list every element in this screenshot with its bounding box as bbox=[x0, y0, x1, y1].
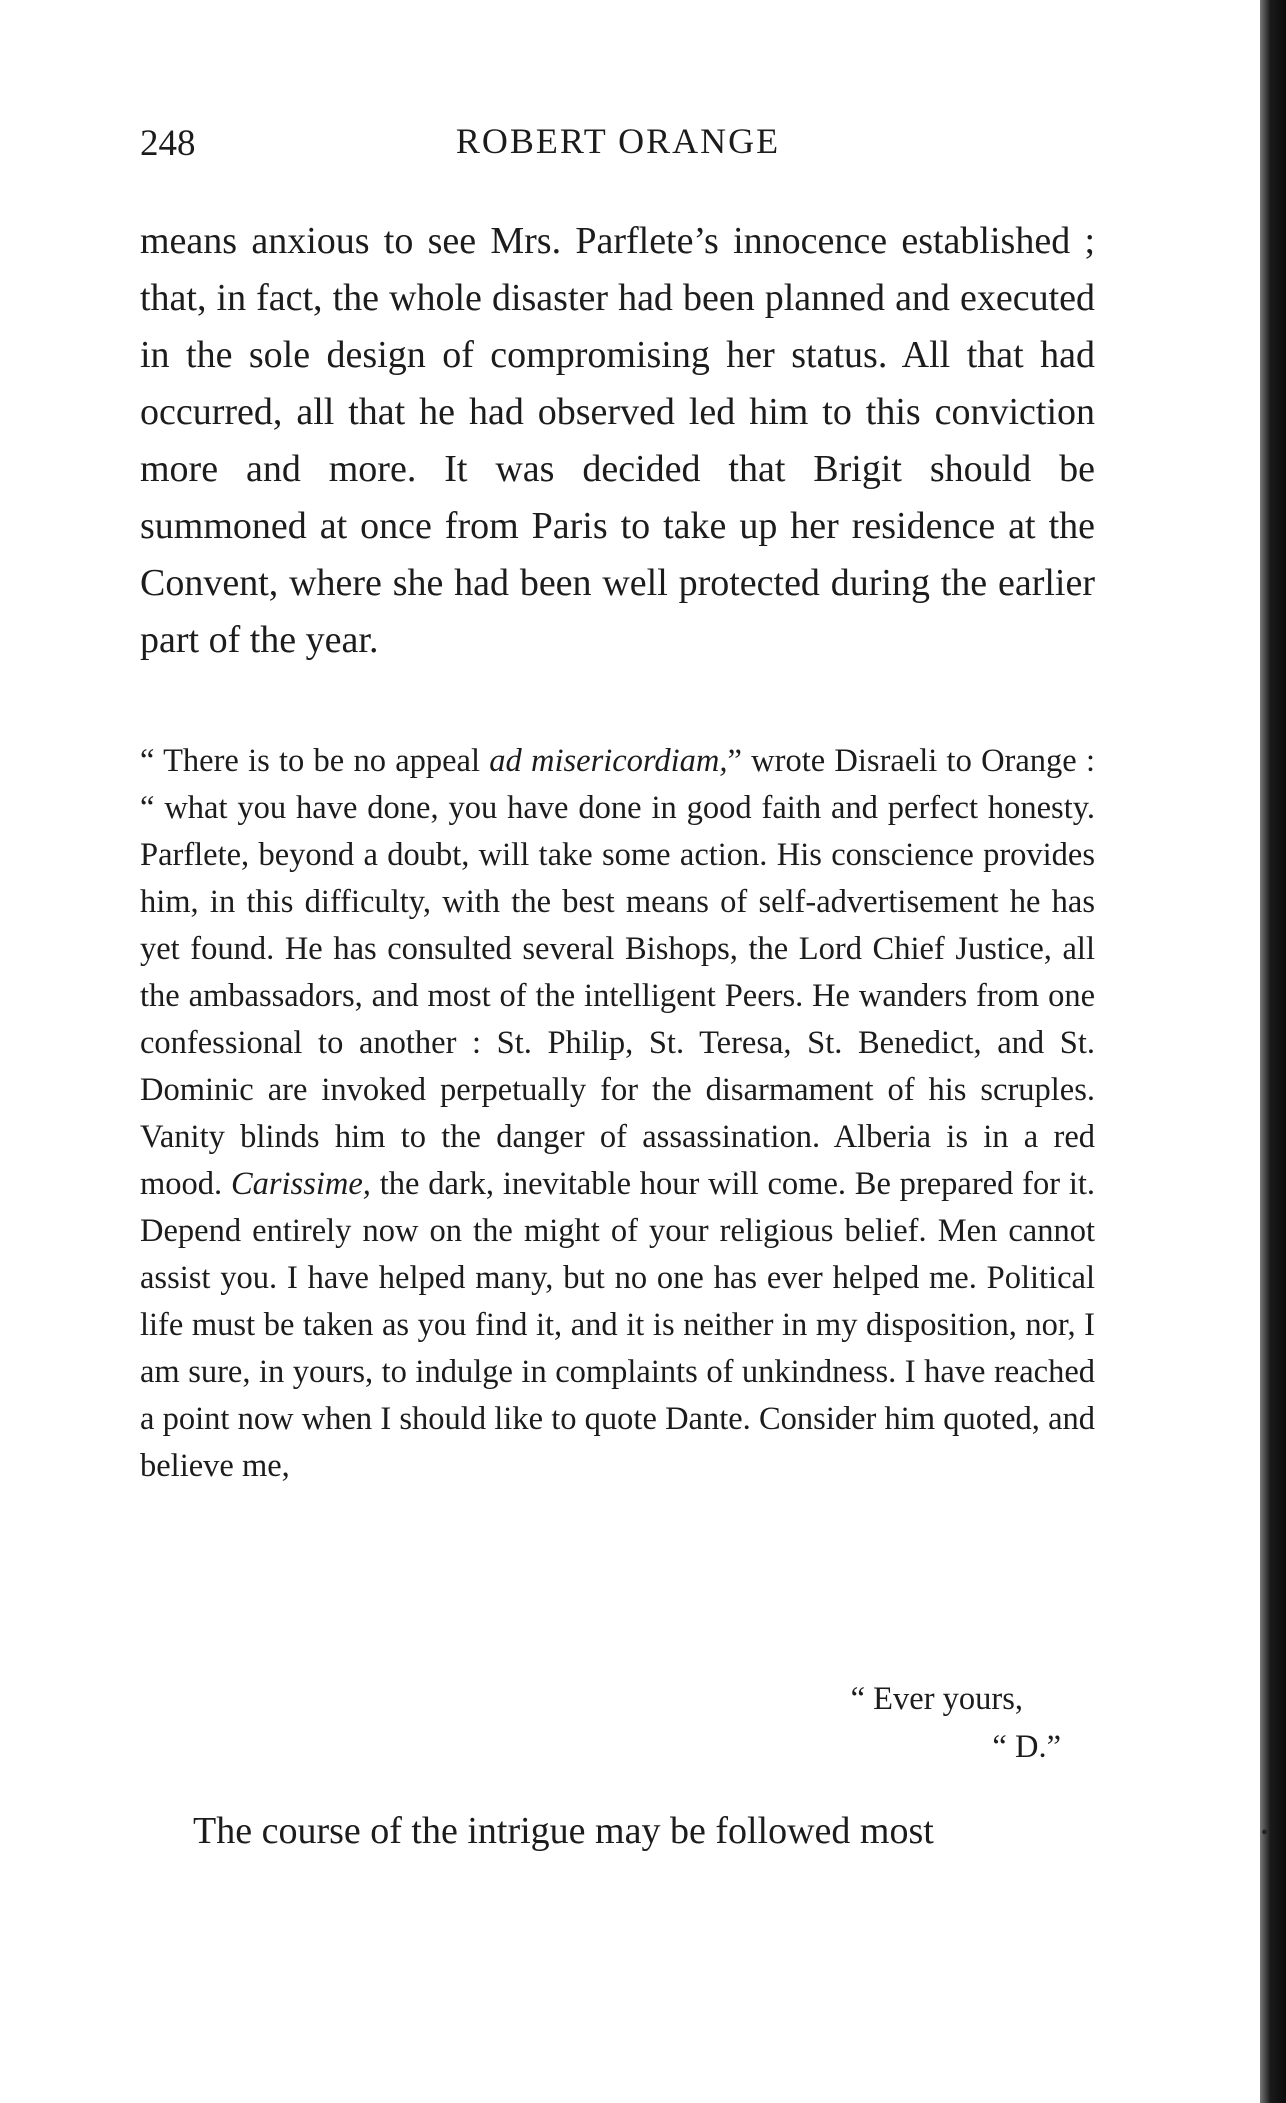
letter-signature: “ D.” bbox=[992, 1729, 1061, 1765]
body-paragraph-1: means anxious to see Mrs. Parflete’s innocence established ; that, in fact, the whole disaster had been planned and executed in the sole design of compromising her status. All that had occurred, all that he had observed led him to this conviction more and more. It was decided that Brigit should be summoned at once from Paris to take up her residence at the Convent, where she had been well protected during the earlier part of the year. bbox=[140, 220, 1095, 661]
letter-paragraph bbox=[140, 738, 1095, 1490]
edge-mark-dot: • bbox=[1260, 1822, 1268, 1844]
letter-closing: “ Ever yours, bbox=[850, 1681, 1023, 1717]
carissime-word: Carissime, bbox=[230, 1166, 371, 1202]
latin-phrase: ad misericordiam, bbox=[489, 743, 728, 779]
letter-body-1: ” wrote Disraeli to Orange : “ what you have done, you have done in good faith and perfect honesty. Parflete, beyond a doubt, will take some action. His conscience provides him, in this difficulty, with the best means of self-advertisement he has yet found. He has consulted several Bishops, the Lord Chief Justice, all the ambassadors, and most of the intelligent Peers. He wanders from one confessional to another : St. Philip, St. Teresa, St. Benedict, and St. Dominic are invoked perpetually for the disarmament of his scruples. Vanity blinds him to the danger of assassination. Alberia is in a red mood. bbox=[140, 743, 1095, 1202]
body-paragraph-tail: The course of the intrigue may be followed most bbox=[193, 1810, 934, 1852]
running-title: ROBERT ORANGE bbox=[455, 121, 781, 161]
page-header bbox=[130, 118, 1106, 178]
letter-opening: “ There is to be no appeal bbox=[140, 743, 490, 779]
page-binding-edge bbox=[1260, 0, 1286, 2103]
page-number: 248 bbox=[140, 123, 196, 164]
letter-body-2: the dark, inevitable hour will come. Be prepared for it. Depend entirely now on the might of your religious belief. Men cannot assist you. I have helped many, but no one has ever helped me. Political life must be taken as you find it, and it is neither in my disposition, nor, I am sure, in yours, to indulge in complaints of unkindness. I have reached a point now when I should like to quote Dante. Consider him quoted, and believe me, bbox=[140, 1166, 1095, 1484]
